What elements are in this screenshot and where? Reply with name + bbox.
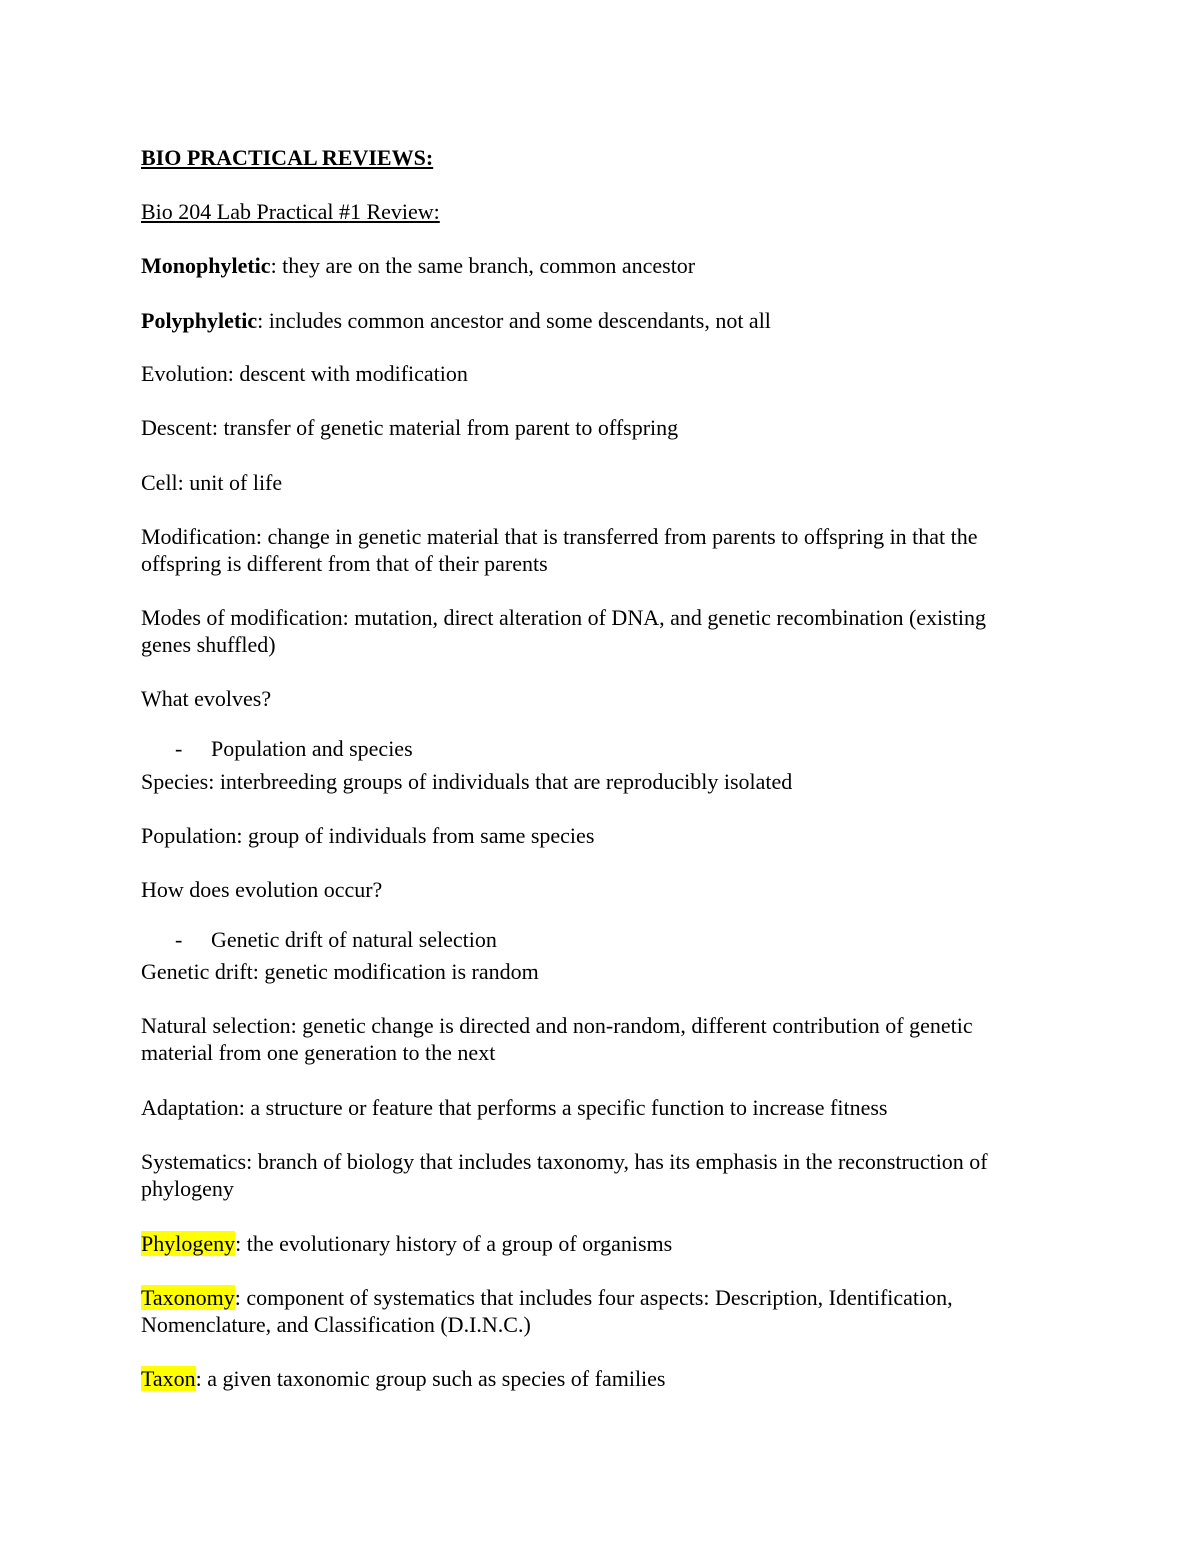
document-subtitle: Bio 204 Lab Practical #1 Review: — [141, 199, 440, 224]
document-title: BIO PRACTICAL REVIEWS: — [141, 145, 434, 170]
entry-natural-selection-line-2: material from one generation to the next — [141, 1040, 496, 1065]
entry-phylogeny — [141, 1230, 672, 1257]
entry-modes-line-2: genes shuffled) — [141, 632, 276, 657]
question-how-evolution: How does evolution occur? — [141, 877, 383, 902]
entry-descent: Descent: transfer of genetic material from parent to offspring — [141, 415, 679, 440]
definition-taxonomy: : component of systematics that includes four aspects: Description, Identification, — [234, 1285, 953, 1310]
entry-species: Species: interbreeding groups of individuals that are reproducibly isolated — [141, 769, 793, 794]
bullet-item — [175, 735, 413, 762]
entry-population: Population: group of individuals from same species — [141, 823, 595, 848]
definition-phylogeny: : the evolutionary history of a group of organisms — [235, 1231, 673, 1256]
entry-systematics-line-2: phylogeny — [141, 1176, 234, 1201]
entry-monophyletic — [141, 252, 695, 279]
definition-monophyletic: : they are on the same branch, common ancestor — [270, 253, 696, 278]
entry-genetic-drift: Genetic drift: genetic modification is random — [141, 959, 539, 984]
entry-taxonomy-line-2: Nomenclature, and Classification (D.I.N.C.) — [141, 1312, 531, 1337]
entry-systematics-line-1: Systematics: branch of biology that includes taxonomy, has its emphasis in the reconstruction of — [141, 1149, 988, 1174]
entry-adaptation: Adaptation: a structure or feature that performs a specific function to increase fitness — [141, 1095, 888, 1120]
bullet-text-what-evolves: Population and species — [211, 736, 413, 761]
bullet-dash: - — [175, 736, 183, 761]
entry-taxon — [141, 1365, 666, 1392]
bullet-dash: - — [175, 927, 183, 952]
bullet-text-how-evolution: Genetic drift of natural selection — [211, 927, 497, 952]
term-polyphyletic: Polyphyletic — [141, 308, 258, 333]
entry-polyphyletic — [141, 307, 771, 334]
bullet-item — [175, 926, 497, 953]
entry-natural-selection-line-1: Natural selection: genetic change is directed and non-random, different contribution of genetic — [141, 1013, 973, 1038]
term-monophyletic: Monophyletic — [141, 253, 271, 278]
highlighted-term-phylogeny: Phylogeny — [141, 1231, 236, 1256]
highlighted-term-taxonomy: Taxonomy — [141, 1285, 235, 1310]
highlighted-term-taxon: Taxon — [141, 1366, 196, 1391]
entry-modes-line-1: Modes of modification: mutation, direct alteration of DNA, and genetic recombination (existing — [141, 605, 986, 630]
question-what-evolves: What evolves? — [141, 686, 272, 711]
entry-evolution: Evolution: descent with modification — [141, 361, 468, 386]
definition-polyphyletic: : includes common ancestor and some descendants, not all — [257, 308, 771, 333]
entry-cell: Cell: unit of life — [141, 470, 283, 495]
entry-modification-line-2: offspring is different from that of their parents — [141, 551, 548, 576]
entry-modification-line-1: Modification: change in genetic material that is transferred from parents to offspring in that the — [141, 524, 978, 549]
definition-taxon: : a given taxonomic group such as species of families — [195, 1366, 666, 1391]
entry-taxonomy-line-1 — [141, 1284, 953, 1311]
